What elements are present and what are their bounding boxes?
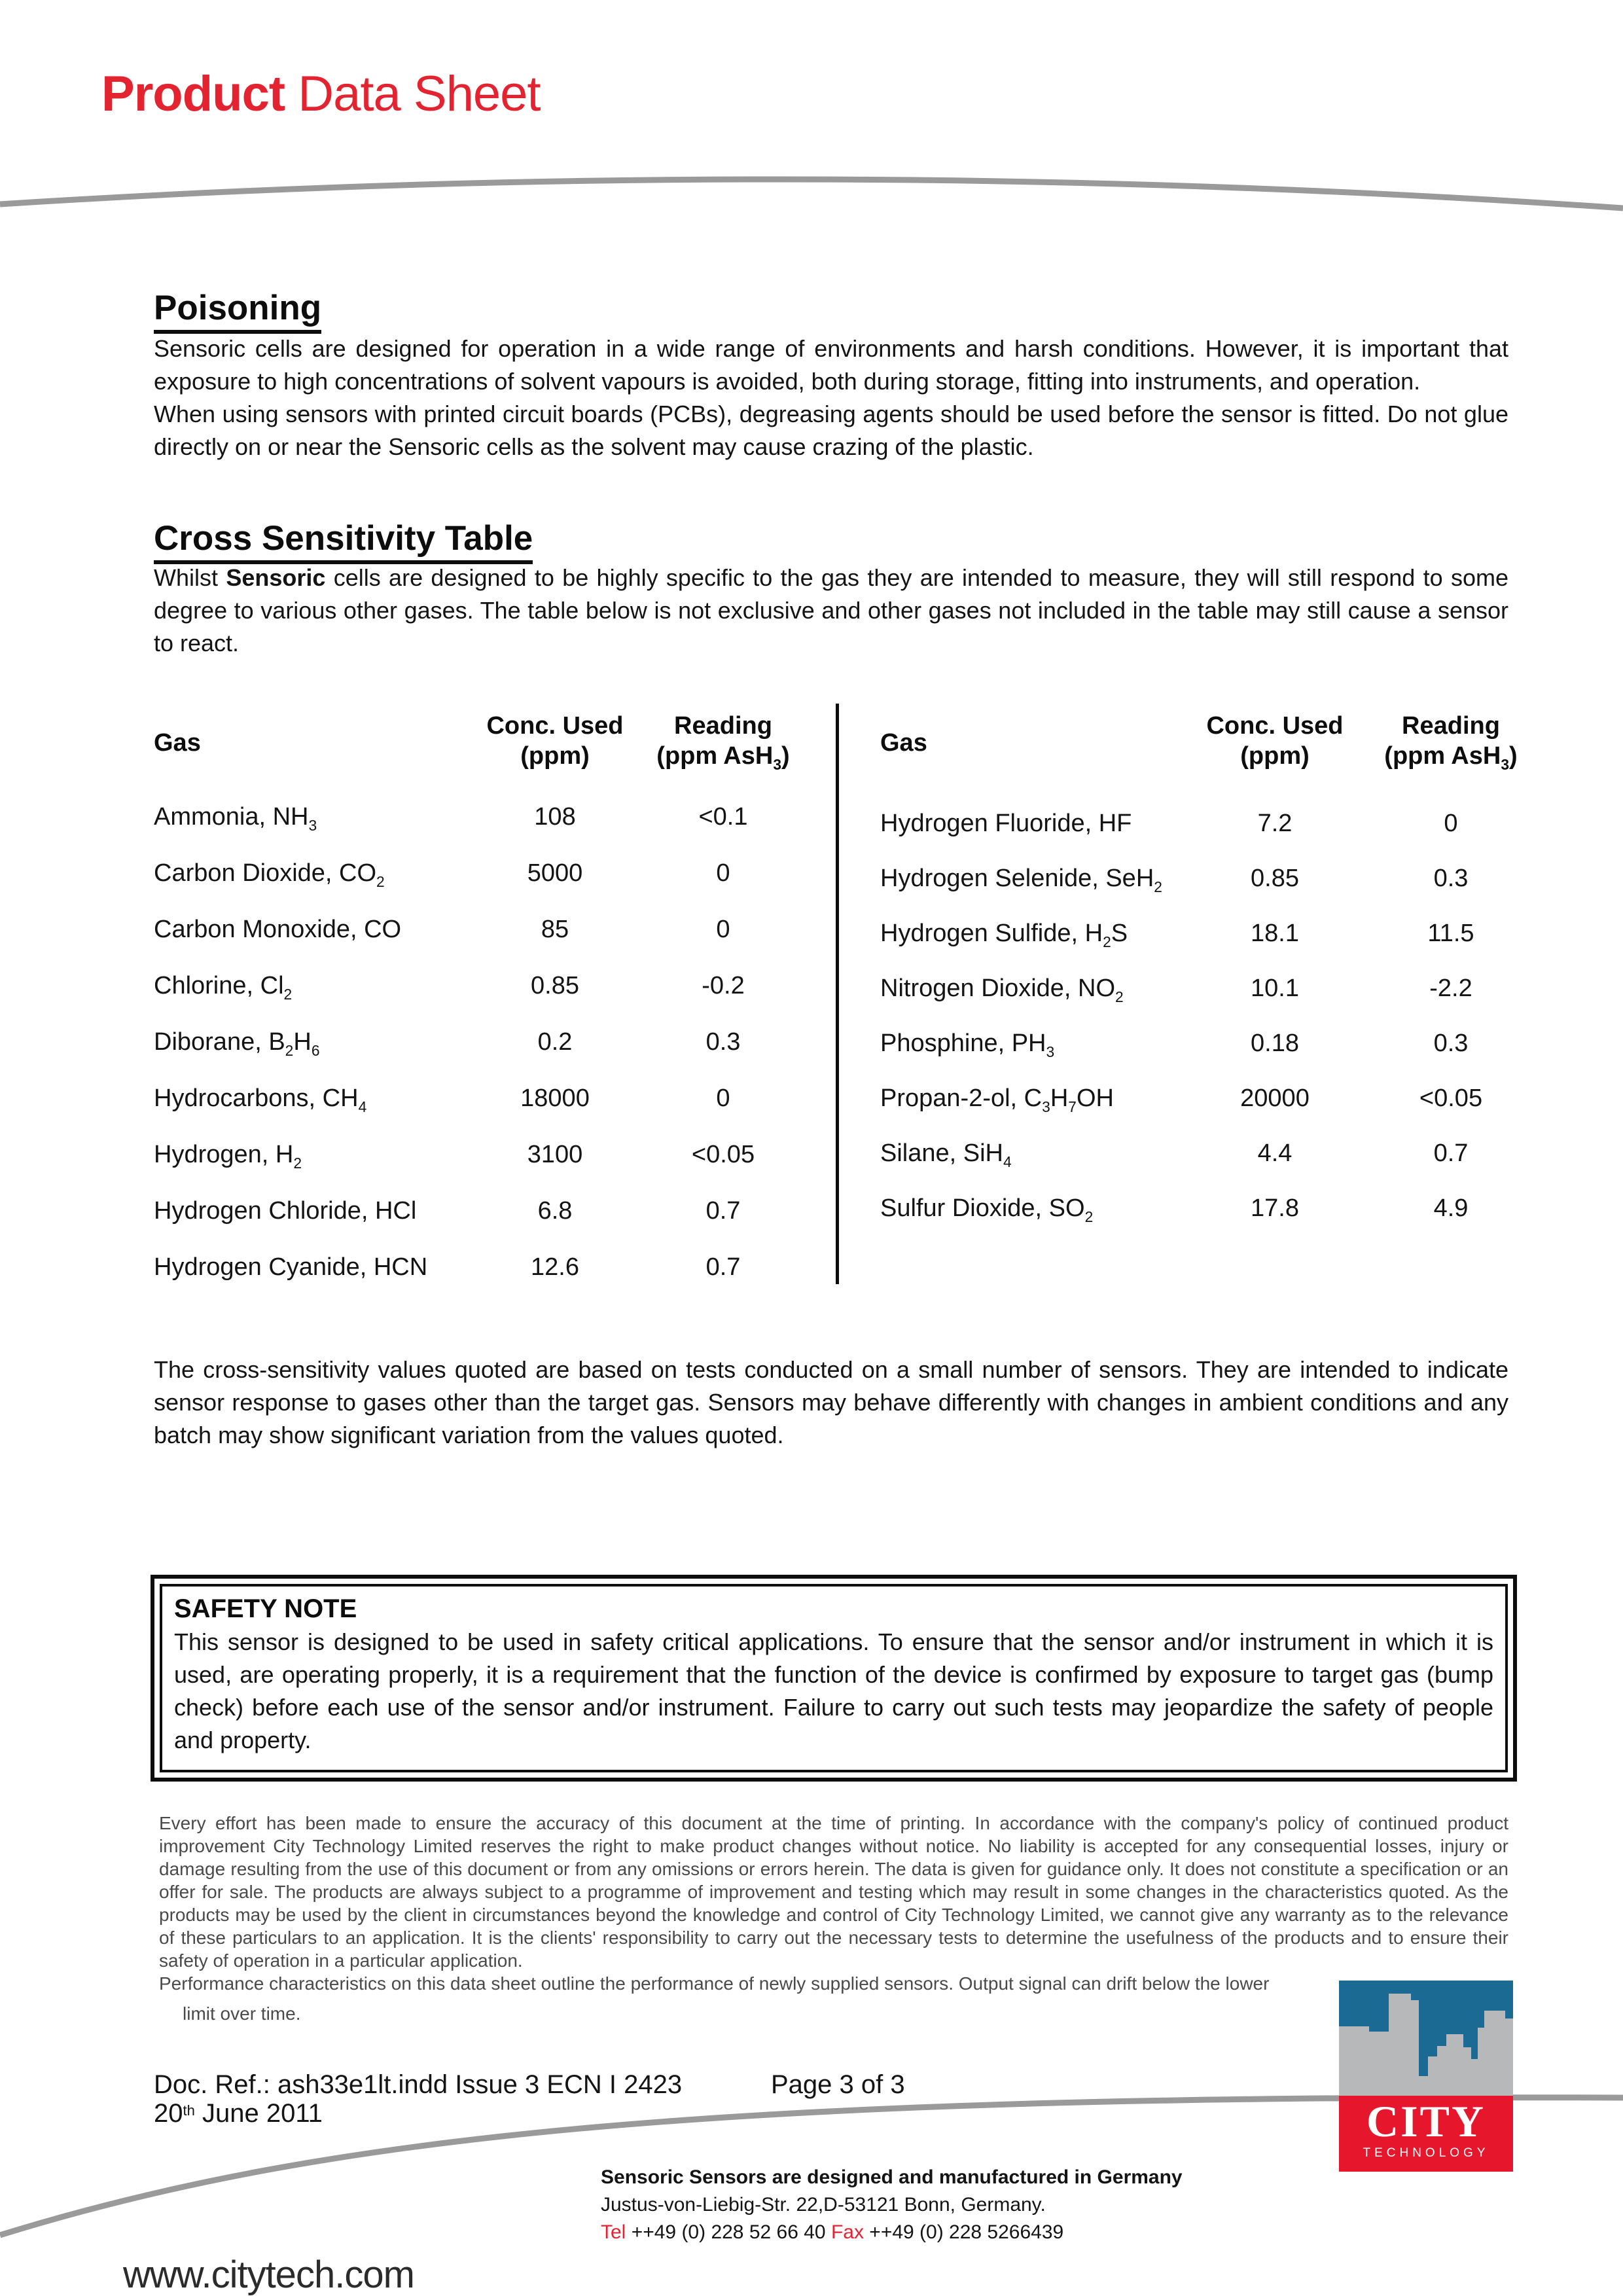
gas-name: Hydrogen, $H_2$ xyxy=(154,1141,302,1172)
reading-value: 0 xyxy=(716,859,730,887)
footer-contact-block xyxy=(601,2164,1183,2246)
right-header-reading: Reading (ppm AsH$_3$) xyxy=(1384,712,1518,774)
gas-name: Hydrogen Fluoride, HF xyxy=(880,810,1132,837)
gas-name: Hydrogen Chloride, HCl xyxy=(154,1197,417,1225)
doc-ref: Doc. Ref.: ash33e1lt.indd Issue 3 ECN I 2423 xyxy=(154,2070,683,2099)
conc-value: 18000 xyxy=(520,1085,590,1112)
reading-value: 0.3 xyxy=(705,1028,741,1056)
gas-name: Sulfur Dioxide, $SO_2$ xyxy=(880,1194,1094,1226)
reading-value: <0.05 xyxy=(1419,1085,1483,1112)
logo-red-panel xyxy=(1339,2096,1513,2172)
fax-number: ++49 (0) 228 5266439 xyxy=(863,2221,1064,2243)
table-row xyxy=(154,1085,836,1139)
conc-value: 18.1 xyxy=(1251,920,1299,947)
tel-label: Tel xyxy=(601,2221,626,2243)
disclaimer-performance: Performance characteristics on this data sheet outline the performance of newly supplied sensors. Output signal can drift below the lower xyxy=(159,1973,1270,1994)
table-row xyxy=(154,1141,836,1196)
table-row xyxy=(154,859,836,914)
reading-value: 0.7 xyxy=(705,1253,741,1281)
safety-note-inner-border xyxy=(160,1584,1508,1772)
city-technology-logo xyxy=(1339,1981,1513,2172)
gas-name: Hydrogen Sulfide, $H_2S$ xyxy=(880,920,1128,951)
poisoning-paragraph-1: Sensoric cells are designed for operation in a wide range of environments and harsh conditions. However, it is important that exposure to high concentrations of solvent vapours is avoided, both during storage, fitting into instruments, and operation. xyxy=(154,335,1508,395)
reading-value: <0.1 xyxy=(698,803,748,831)
safety-note-box xyxy=(151,1575,1517,1782)
reading-value: 0.3 xyxy=(1433,1030,1469,1057)
conc-value: 0.85 xyxy=(1251,865,1299,892)
footer-address: Justus-von-Liebig-Str. 22,D-53121 Bonn, Germany. xyxy=(601,2194,1046,2215)
table-row xyxy=(880,1194,1544,1249)
conc-value: 108 xyxy=(534,803,576,831)
table-row xyxy=(880,920,1544,975)
conc-value: 85 xyxy=(541,916,569,943)
page-title-regular: Data Sheet xyxy=(285,66,541,122)
reading-value: 0.3 xyxy=(1433,865,1469,892)
cross-sensitivity-note: The cross-sensitivity values quoted are based on tests conducted on a small number of sensors. They are intended to indicate sensor response to gases other than the target gas. Sensors may behave differently with changes in ambient conditions and any batch may show significant variation from the values quoted. xyxy=(154,1356,1508,1448)
table-row xyxy=(154,1253,836,1308)
cross-sensitivity-heading: Cross Sensitivity Table xyxy=(154,518,533,564)
conc-value: 6.8 xyxy=(537,1197,573,1225)
table-row xyxy=(154,803,836,858)
gas-name: Chlorine, $Cl_2$ xyxy=(154,972,293,1003)
city-skyline-icon xyxy=(1339,1981,1513,2096)
gas-name: Hydrogen Cyanide, HCN xyxy=(154,1253,428,1281)
gas-name: Silane, SiH$_4$ xyxy=(880,1139,1012,1171)
poisoning-heading: Poisoning xyxy=(154,288,321,334)
conc-value: 0.85 xyxy=(531,972,579,999)
gas-name: Diborane, $B_2H_6$ xyxy=(154,1028,320,1060)
reading-value: 11.5 xyxy=(1427,920,1474,947)
table-row xyxy=(880,1085,1544,1139)
gas-name: Hydrogen Selenide, SeH$_2$ xyxy=(880,865,1162,896)
right-header-gas: Gas xyxy=(880,729,927,757)
fax-label: Fax xyxy=(830,2221,864,2243)
reading-value: -2.2 xyxy=(1429,975,1472,1002)
doc-date: 20th June 2011 xyxy=(154,2099,323,2128)
page-title-bold: Product xyxy=(101,66,285,122)
conc-value: 5000 xyxy=(527,859,583,887)
right-header-conc: Conc. Used (ppm) xyxy=(1206,712,1344,770)
table-row xyxy=(154,1197,836,1252)
gas-name: Phosphine, $PH_3$ xyxy=(880,1030,1055,1061)
conc-value: 0.2 xyxy=(537,1028,573,1056)
footer-made-in: Sensoric Sensors are designed and manufactured in Germany xyxy=(601,2166,1183,2188)
table-row xyxy=(880,1030,1544,1085)
reading-value: 0 xyxy=(1444,810,1458,837)
reading-value: <0.05 xyxy=(691,1141,755,1168)
conc-value: 10.1 xyxy=(1251,975,1299,1002)
cross-sensitivity-intro: Whilst Sensoric cells are designed to be highly specific to the gas they are intended to measure, they will still respond to some degree to various other gases. The table below is not exclusive and other gases not included in the table may still cause a sensor to react. xyxy=(154,564,1509,656)
gas-name: Ammonia, $NH_3$ xyxy=(154,803,317,834)
sensoric-brand: Sensoric xyxy=(226,564,326,591)
conc-value: 17.8 xyxy=(1251,1194,1299,1222)
reading-value: 4.9 xyxy=(1433,1194,1469,1222)
poisoning-paragraph-2: When using sensors with printed circuit boards (PCBs), degreasing agents should be used before the sensor is fitted. Do not glue directly on or near the Sensoric cells as the solvent may cause crazing of the plastic. xyxy=(154,401,1508,460)
disclaimer-limit: limit over time. xyxy=(183,2003,301,2024)
disclaimer-main: Every effort has been made to ensure the accuracy of this document at the time of printing. In accordance with the company's policy of continued product improvement City Technology Limited reserves the right to make product changes without notice. No liability is accepted for any consequential losses, injury or damage resulting from the use of this document or from any omissions or errors herein. The data is given for guidance only. It does not constitute a specification or an offer for sale. The products are always subject to a programme of improvement and testing which may result in some changes in the characteristics quoted. As the products may be used by the client in circumstances beyond the knowledge and control of City Technology Limited, we cannot give any warranty as to the relevance of these particulars to an application. It is the clients' responsibility to carry out the necessary tests to determine the usefulness of the products and to ensure their safety of operation in a particular application. xyxy=(159,1813,1508,1971)
table-row xyxy=(154,1028,836,1083)
logo-technology-wordmark: TECHNOLOGY xyxy=(1363,2146,1489,2160)
left-header-reading: Reading (ppm AsH$_3$) xyxy=(656,712,790,774)
safety-note-title: SAFETY NOTE xyxy=(174,1594,357,1623)
legal-disclaimer xyxy=(159,1812,1508,2025)
table-row xyxy=(880,1139,1544,1194)
left-header-conc: Conc. Used (ppm) xyxy=(486,712,624,770)
conc-value: 0.18 xyxy=(1251,1030,1299,1057)
table-row xyxy=(880,975,1544,1030)
conc-value: 20000 xyxy=(1240,1085,1310,1112)
footer-phone-line xyxy=(601,2219,1183,2246)
reading-value: 0.7 xyxy=(1433,1139,1469,1167)
gas-name: Carbon Monoxide, CO xyxy=(154,916,402,943)
conc-value: 3100 xyxy=(527,1141,583,1168)
page-number: Page 3 of 3 xyxy=(771,2070,905,2099)
table-row xyxy=(880,810,1544,865)
date-ordinal: th xyxy=(183,2102,195,2119)
conc-value: 7.2 xyxy=(1257,810,1293,837)
gas-name: Hydrocarbons, $CH_4$ xyxy=(154,1085,367,1116)
table-row xyxy=(154,916,836,971)
conc-value: 4.4 xyxy=(1257,1139,1293,1167)
table-row xyxy=(880,865,1544,920)
website-url: www.citytech.com xyxy=(123,2253,414,2296)
reading-value: 0 xyxy=(716,916,730,943)
gas-name: Nitrogen Dioxide, $NO_2$ xyxy=(880,975,1124,1006)
reading-value: -0.2 xyxy=(702,972,745,999)
left-header-gas: Gas xyxy=(154,729,201,757)
reading-value: 0.7 xyxy=(705,1197,741,1225)
table-row xyxy=(154,972,836,1027)
safety-note-body: This sensor is designed to be used in safety critical applications. To ensure that the sensor and/or instrument in which it is used, are operating properly, it is a requirement that the function of the device is confirmed by exposure to target gas (bump check) before each use of the sensor and/or instrument. Failure to carry out such tests may jeopardize the safety of people and property. xyxy=(174,1628,1493,1753)
tel-number: ++49 (0) 228 52 66 40 xyxy=(626,2221,831,2243)
reading-value: 0 xyxy=(716,1085,730,1112)
conc-value: 12.6 xyxy=(531,1253,579,1281)
gas-name: Carbon Dioxide, $CO_2$ xyxy=(154,859,385,891)
gas-name: Propan-2-ol, $C_3H_7OH$ xyxy=(880,1085,1114,1116)
logo-city-wordmark: CITY xyxy=(1366,2096,1486,2146)
